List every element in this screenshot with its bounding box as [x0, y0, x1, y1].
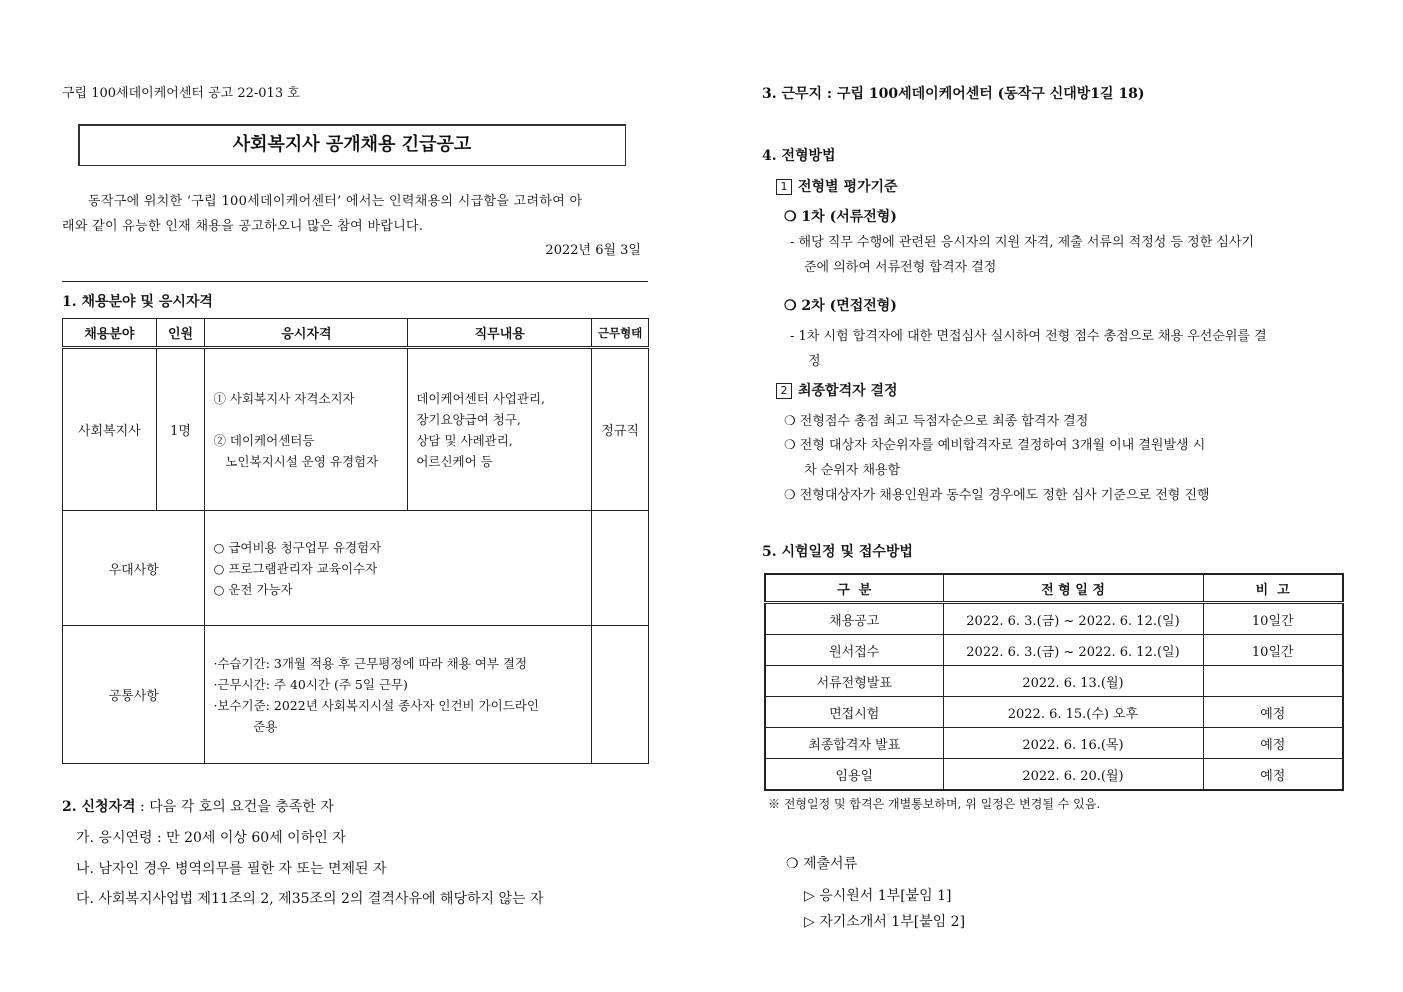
section-divider: [62, 281, 648, 282]
page-title: 사회복지사 공개채용 긴급공고: [78, 124, 626, 166]
table-row: 채용공고 2022. 6. 3.(금) ~ 2022. 6. 12.(일) 10일간: [765, 603, 1343, 635]
recruitment-table: [62, 318, 649, 764]
round1-line-1: - 해당 직무 수행에 관련된 응시자의 지원 자격, 제출 서류의 적정성 등 정한 심사기: [790, 235, 1255, 250]
schedule-note: ※ 전형일정 및 합격은 개별통보하며, 위 일정은 변경될 수 있음.: [768, 797, 1101, 811]
table-header-row: [63, 319, 649, 348]
eligibility-item: 가. 응시연령 : 만 20세 이상 60세 이하인 자: [76, 830, 346, 846]
header-work-type: 근무형태: [592, 319, 649, 348]
documents-heading: ❍ 제출서류: [786, 856, 858, 872]
round1-line-2: 준에 의하여 서류전형 합격자 결정: [804, 260, 997, 275]
subsection-evaluation: 1 전형별 평가기준: [776, 176, 898, 196]
table-row: 원서접수 2022. 6. 3.(금) ~ 2022. 6. 12.(일) 10일간: [765, 635, 1343, 666]
number-box-icon: 2: [776, 383, 792, 399]
final-item: ❍ 전형 대상자 차순위자를 예비합격자로 결정하여 3개월 이내 결원발생 시: [784, 438, 1206, 453]
eligibility-item: 다. 사회복지사업법 제11조의 2, 제35조의 2의 결격사유에 해당하지 않는 자: [76, 891, 544, 907]
preference-label: 우대사항: [63, 511, 205, 626]
header-duties: 직무내용: [408, 319, 592, 348]
notice-date: 2022년 6월 3일: [545, 243, 641, 258]
preference-row: [63, 511, 649, 626]
section4-heading: 4. 전형방법: [762, 148, 836, 164]
section2-heading: 2. 신청자격 : 다음 각 호의 요건을 충족한 자: [62, 799, 334, 815]
schedule-table: [764, 573, 1344, 791]
field-cell: 사회복지사: [63, 348, 157, 511]
table-row: 서류전형발표 2022. 6. 13.(월): [765, 666, 1343, 697]
eligibility-item: 나. 남자인 경우 병역의무를 필한 자 또는 면제된 자: [76, 861, 387, 877]
section3-heading: 3. 근무지 : 구립 100세데이케어센터 (동작구 신대방1길 18): [762, 86, 1145, 102]
count-cell: 1명: [156, 348, 205, 511]
final-item: 차 순위자 채용함: [804, 463, 901, 478]
notice-number: 구립 100세데이케어센터 공고 22-013 호: [62, 86, 300, 101]
round1-title: ❍ 1차 (서류전형): [784, 209, 897, 225]
round2-line-1: - 1차 시험 합격자에 대한 면접심사 실시하여 전형 점수 총점으로 채용 우선순위를 결: [790, 329, 1267, 344]
table-row: 최종합격자 발표 2022. 6. 16.(목) 예정: [765, 728, 1343, 759]
header-field: 채용분야: [63, 319, 157, 348]
header-remarks: 비 고: [1203, 574, 1343, 603]
document-item: ▷ 응시원서 1부[붙임 1]: [804, 888, 952, 904]
round2-line-2: 정: [808, 354, 821, 369]
common-row: [63, 626, 649, 764]
table-header-row: [765, 574, 1343, 603]
table-row: [63, 348, 649, 511]
header-schedule: 전 형 일 정: [943, 574, 1203, 603]
table-row: 면접시험 2022. 6. 15.(수) 오후 예정: [765, 697, 1343, 728]
common-list: ·수습기간: 3개월 적용 후 근무평정에 따라 채용 여부 결정 ·근무시간: 주 40시간 (주 5일 근무) ·보수기준: 2022년 사회복지시설 종사자 인건비 가이드라인 준용: [205, 626, 592, 764]
round2-title: ❍ 2차 (면접전형): [784, 298, 897, 314]
header-qualification: 응시자격: [205, 319, 408, 348]
preference-list: ○ 급여비용 청구업무 유경험자 ○ 프로그램관리자 교육이수자 ○ 운전 가능자: [205, 511, 592, 626]
work-type-cell: 정규직: [592, 348, 649, 511]
number-box-icon: 1: [776, 179, 792, 195]
section1-heading: 1. 채용분야 및 응시자격: [62, 294, 213, 310]
final-item: ❍ 전형대상자가 채용인원과 동수일 경우에도 정한 심사 기준으로 전형 진행: [784, 488, 1210, 503]
intro-line-1: 동작구에 위치한 ‘구립 100세데이케어센터’ 에서는 인력채용의 시급함을 고려하여 아: [88, 194, 583, 209]
final-item: ❍ 전형점수 총점 최고 득점자순으로 최종 합격자 결정: [784, 414, 1089, 429]
duties-cell: 데이케어센터 사업관리, 장기요양급여 청구, 상담 및 사례관리, 어르신케어 등: [408, 348, 592, 511]
qualification-cell: ① 사회복지사 자격소지자 ② 데이케어센터등 노인복지시설 운영 유경험자: [205, 348, 408, 511]
subsection-final: 2 최종합격자 결정: [776, 380, 898, 400]
section5-heading: 5. 시험일정 및 접수방법: [762, 544, 913, 560]
header-category: 구 분: [765, 574, 943, 603]
document-item: ▷ 자기소개서 1부[붙임 2]: [804, 914, 966, 930]
header-count: 인원: [156, 319, 205, 348]
table-row: 임용일 2022. 6. 20.(월) 예정: [765, 759, 1343, 791]
common-label: 공통사항: [63, 626, 205, 764]
intro-line-2: 래와 같이 유능한 인재 채용을 공고하오니 많은 참여 바랍니다.: [62, 219, 424, 234]
